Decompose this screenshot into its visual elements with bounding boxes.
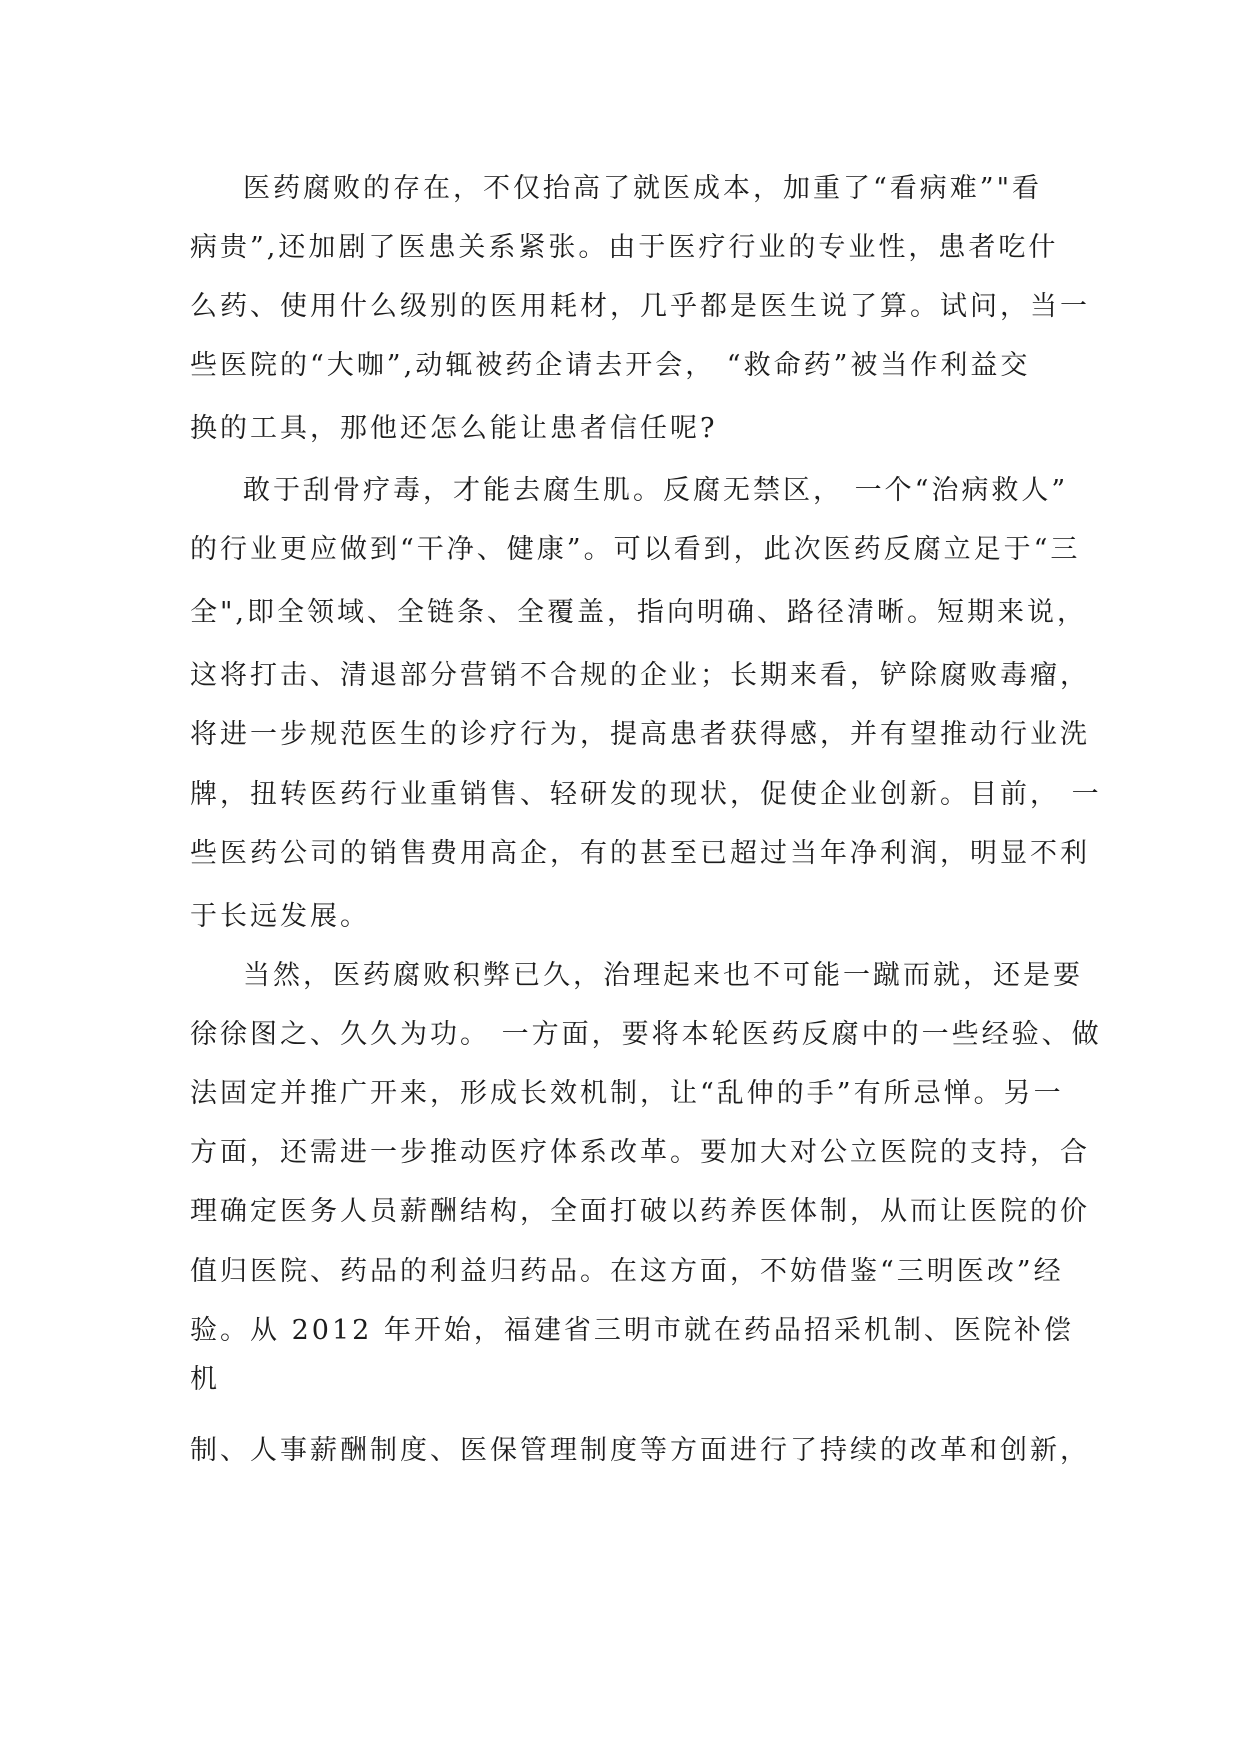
- text-line: 的行业更应做到“干净、健康”。可以看到，此次医药反腐立足于“三: [190, 534, 1081, 565]
- text-line: 病贵”,还加剧了医患关系紧张。由于医疗行业的专业性，患者吃什: [190, 232, 1059, 263]
- text-line: 敢于刮骨疗毒，才能去腐生肌。反腐无禁区， 一个“治病救人”: [243, 475, 1069, 506]
- text-line: 法固定并推广开来，形成长效机制，让“乱伸的手”有所忌惮。另一: [190, 1078, 1064, 1109]
- text-line: 机: [190, 1364, 220, 1395]
- text-line: 验。从 2012 年开始，福建省三明市就在药品招采机制、医院补偿: [190, 1315, 1074, 1346]
- text-line: 这将打击、清退部分营销不合规的企业；长期来看，铲除腐败毒瘤，: [190, 660, 1090, 691]
- text-line: 些医院的“大咖”,动辄被药企请去开会， “救命药”被当作利益交: [190, 350, 1031, 381]
- text-line: 于长远发展。: [190, 901, 370, 932]
- text-line: 换的工具，那他还怎么能让患者信任呢?: [190, 413, 718, 444]
- text-line: 牌，扭转医药行业重销售、轻研发的现状，促使企业创新。目前， 一: [190, 779, 1102, 810]
- text-line: 徐徐图之、久久为功。 一方面，要将本轮医药反腐中的一些经验、做: [190, 1019, 1102, 1050]
- text-line: 当然，医药腐败积弊已久，治理起来也不可能一蹴而就，还是要: [243, 960, 1083, 991]
- text-line: 理确定医务人员薪酬结构，全面打破以药养医体制，从而让医院的价: [190, 1196, 1090, 1227]
- text-line: 制、人事薪酬制度、医保管理制度等方面进行了持续的改革和创新，: [190, 1435, 1090, 1466]
- text-line: 方面，还需进一步推动医疗体系改革。要加大对公立医院的支持，合: [190, 1137, 1090, 1168]
- text-line: 值归医院、药品的利益归药品。在这方面，不妨借鉴“三明医改”经: [190, 1256, 1064, 1287]
- text-line: 将进一步规范医生的诊疗行为，提高患者获得感，并有望推动行业洗: [190, 719, 1090, 750]
- text-line: 些医药公司的销售费用高企，有的甚至已超过当年净利润，明显不利: [190, 838, 1090, 869]
- text-line: 全",即全领域、全链条、全覆盖，指向明确、路径清晰。短期来说，: [190, 597, 1088, 628]
- text-line: 医药腐败的存在，不仅抬高了就医成本，加重了“看病难”"看: [243, 173, 1043, 204]
- text-line: 么药、使用什么级别的医用耗材，几乎都是医生说了算。试问，当一: [190, 291, 1090, 322]
